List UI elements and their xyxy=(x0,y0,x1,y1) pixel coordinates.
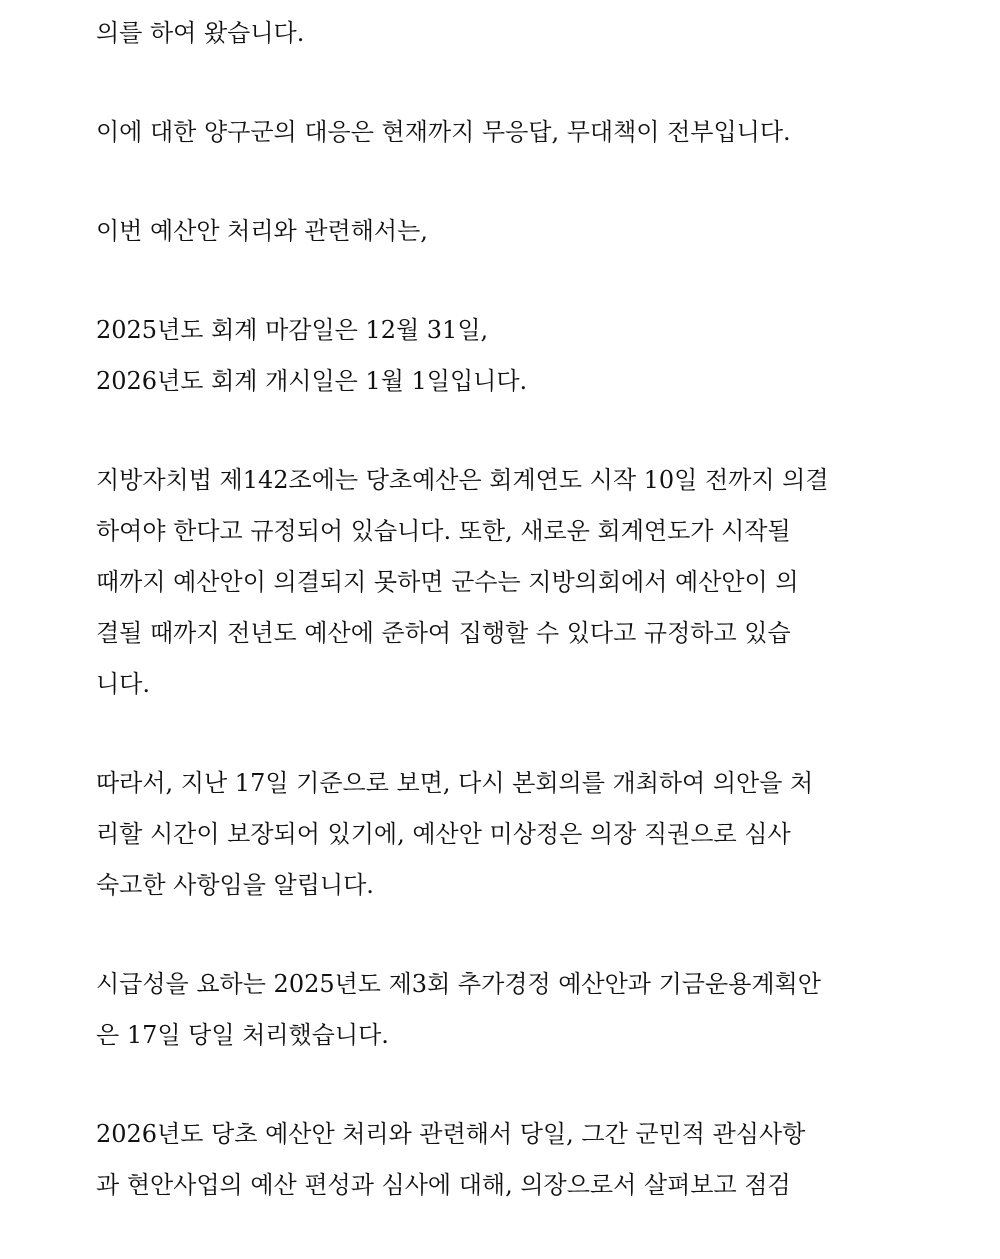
paragraph-supplementary-budget xyxy=(96,959,908,1061)
paragraph-intro-fragment xyxy=(96,8,908,59)
text-line: 이에 대한 양구군의 대응은 현재까지 무응답, 무대책이 전부입니다. xyxy=(96,118,791,146)
paragraph-fiscal-dates xyxy=(96,305,908,407)
text-line: 과 현안사업의 예산 편성과 심사에 대해, 의장으로서 살펴보고 점검 xyxy=(96,1171,791,1199)
text-line: 니다. xyxy=(96,670,150,698)
text-line: 2026년도 당초 예산안 처리와 관련해서 당일, 그간 군민적 관심사항 xyxy=(96,1120,806,1148)
text-line: 은 17일 당일 처리했습니다. xyxy=(96,1021,389,1049)
text-line: 이번 예산안 처리와 관련해서는, xyxy=(96,217,428,245)
paragraph-budget-processing xyxy=(96,206,908,257)
text-line: 때까지 예산안이 의결되지 못하면 군수는 지방의회에서 예산안이 의 xyxy=(96,568,799,596)
paragraph-2026-budget xyxy=(96,1109,908,1211)
text-line: 의를 하여 왔습니다. xyxy=(96,19,305,47)
paragraph-chairman-decision xyxy=(96,758,908,911)
text-line: 따라서, 지난 17일 기준으로 보면, 다시 본회의를 개최하여 의안을 처 xyxy=(96,769,814,797)
text-line: 결될 때까지 전년도 예산에 준하여 집행할 수 있다고 규정하고 있습 xyxy=(96,619,791,647)
paragraph-county-response xyxy=(96,107,908,158)
text-line: 리할 시간이 보장되어 있기에, 예산안 미상정은 의장 직권으로 심사 xyxy=(96,820,791,848)
paragraph-local-autonomy-act xyxy=(96,455,908,710)
text-line: 하여야 한다고 규정되어 있습니다. 또한, 새로운 회계연도가 시작될 xyxy=(96,517,791,545)
text-line: 2026년도 회계 개시일은 1월 1일입니다. xyxy=(96,367,528,395)
text-line: 지방자치법 제142조에는 당초예산은 회계연도 시작 10일 전까지 의결 xyxy=(96,466,829,494)
text-line: 숙고한 사항임을 알립니다. xyxy=(96,871,374,899)
text-line: 2025년도 회계 마감일은 12월 31일, xyxy=(96,316,489,344)
document-body xyxy=(96,8,908,1259)
text-line: 시급성을 요하는 2025년도 제3회 추가경정 예산안과 기금운용계획안 xyxy=(96,970,821,998)
